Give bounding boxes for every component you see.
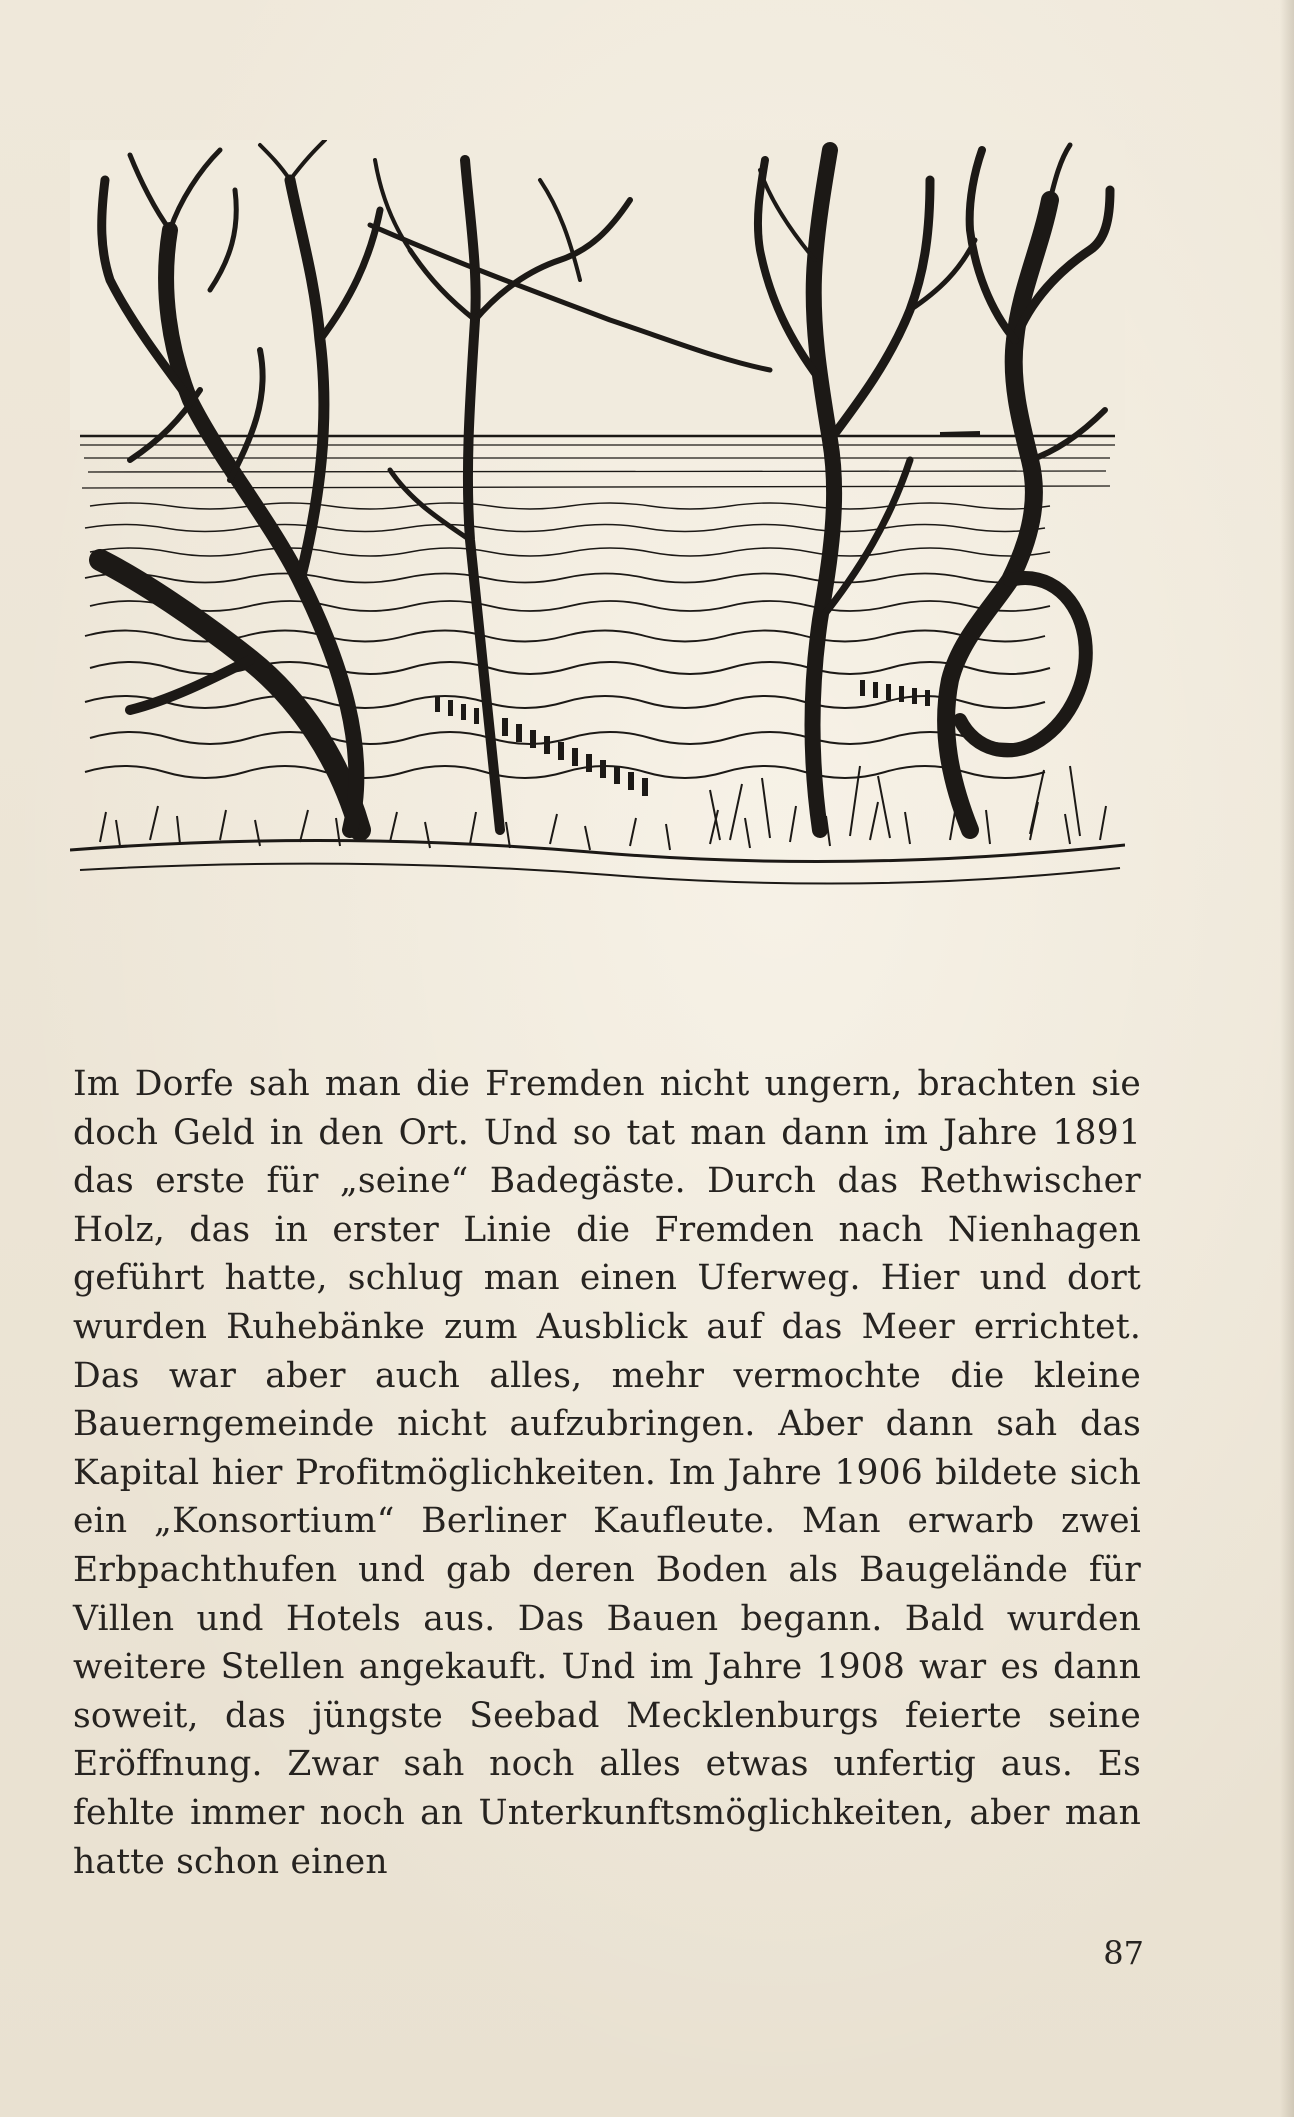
paragraph: Im Dorfe sah man die Fremden nicht ungern, brachten sie doch Geld in den Ort. Und so tat man dann im Jahre 1891 das erste für „seine“ Badegäste. Durch das Rethwischer Holz, das in erster Linie die Fremden nach Nienhagen geführt hatte, schlug man einen Uferweg. Hier und dort wurden Ruhebänke zum Ausblick auf das Meer errichtet. Das war aber auch alles, mehr vermochte die kleine Bauerngemeinde nicht aufzubringen. Aber dann sah das Kapital hier Profitmöglichkeiten. Im Jahre 1906 bildete sich ein „Konsortium“ Berliner Kaufleute. Man erwarb zwei Erbpachthufen und gab deren Boden als Baugelände für Villen und Hotels aus. Das Bauen begann. Bald wurden weitere Stellen angekauft. Und im Jahre 1908 war es dann soweit, das jüngste Seebad Mecklenburgs feierte seine Eröffnung. Zwar sah noch alles etwas unfertig aus. Es fehlte immer noch an Unterkunftsmöglichkeiten, aber man hatte schon einen — [73, 1064, 1141, 1882]
illustration-svg — [70, 140, 1125, 940]
body-text — [73, 1060, 1141, 1886]
sky — [70, 140, 1125, 430]
tree-sea-illustration — [70, 140, 1125, 940]
page-number: 87 — [1103, 1934, 1144, 1972]
page-edge-shadow — [1280, 0, 1294, 2117]
